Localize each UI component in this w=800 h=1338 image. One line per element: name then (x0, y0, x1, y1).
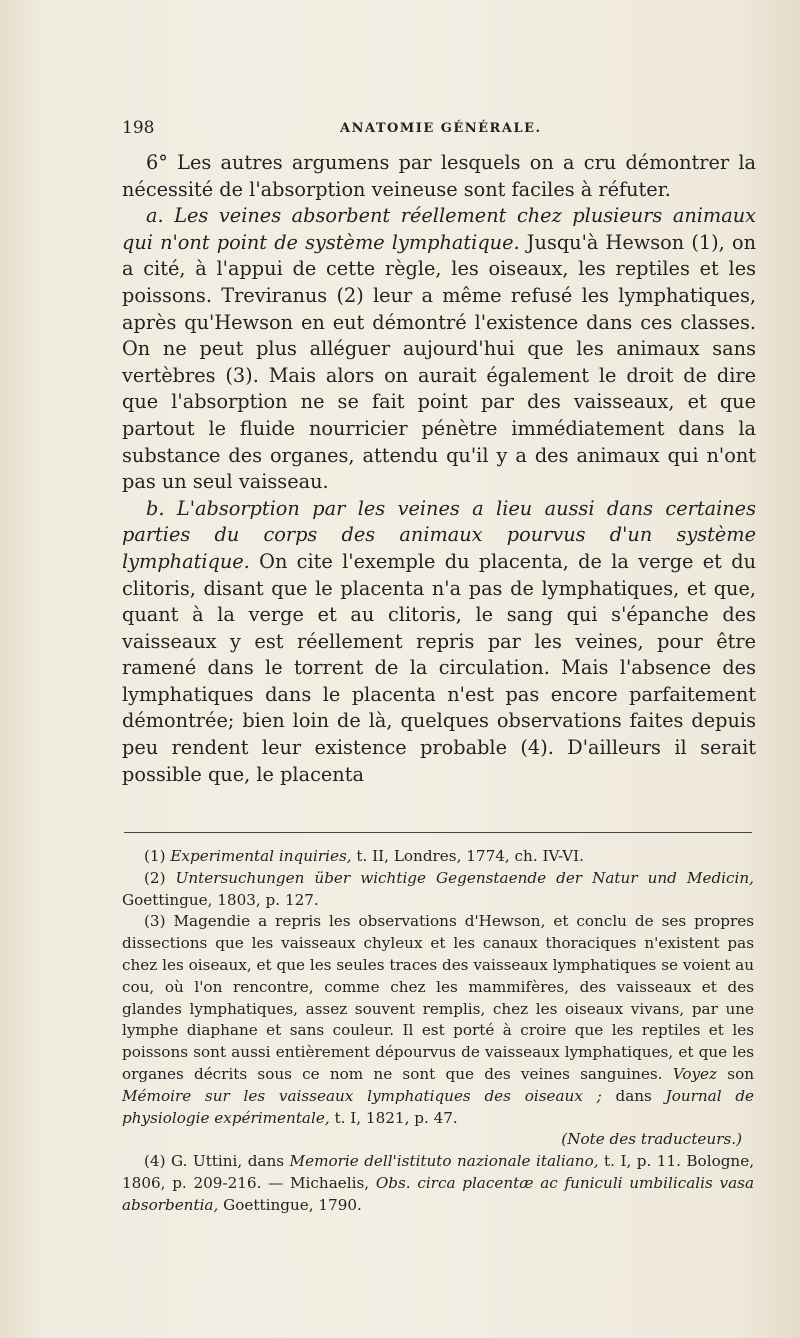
footnote-4-text: G. Uttini, dans (171, 1152, 285, 1171)
footnote-1-title: Experimental inquiries, (170, 847, 352, 865)
footnote-2 (122, 868, 754, 912)
footnote-4-obs-title: Obs. circa placentæ ac funiculi umbilicalis vasa absorbentia, (122, 1173, 754, 1214)
footnote-3-signature-line (122, 1129, 754, 1151)
paragraph-b-label: b. (146, 496, 165, 520)
footnote-4 (122, 1151, 754, 1216)
paragraph-a-heading: Les veines absorbent réellement chez plusieurs animaux qui n'ont point de système lymphatique. (122, 204, 756, 254)
main-text (122, 150, 756, 788)
paragraph-intro-text: 6° Les autres argumens par lesquels on a cru démontrer la nécessité de l'absorption veineuse sont faciles à réfuter. (122, 151, 756, 201)
footnote-4-number: (4) (144, 1152, 166, 1171)
paragraph-b (122, 496, 756, 789)
footnote-3-dans: dans (615, 1086, 652, 1105)
footnote-separator (124, 832, 752, 833)
paragraph-b-text: On cite l'exemple du placenta, de la verge et du clitoris, disant que le placenta n'a pas de lymphatiques, et que, quant à la verge et au clitoris, le sang qui s'épanche des vaisseaux y est réellement repris par les veines, pour être ramené dans le torrent de la circulation. Mais l'absence des lymphatiques dans le placenta n'est pas encore parfaitement démontrée; bien loin de là, quelques observations faites depuis peu rendent leur existence probable (4). D'ailleurs il serait possible que, le placenta (122, 549, 756, 786)
footnote-4-memorie-title: Memorie dell'istituto nazionale italiano, (289, 1152, 599, 1171)
page-header (122, 118, 754, 146)
paragraph-a-label: a. (146, 204, 164, 228)
footnote-3 (122, 911, 754, 1129)
footnote-3-memoire-title: Mémoire sur les vaisseaux lymphatiques des oiseaux ; (122, 1086, 602, 1105)
footnote-1-number: (1) (144, 847, 166, 865)
paragraph-a (122, 203, 756, 496)
footnote-2-text: Goettingue, 1803, p. 127. (122, 890, 319, 909)
footnote-2-title: Untersuchungen über wichtige Gegenstaende der Natur und Medicin, (175, 868, 754, 887)
footnote-2-number: (2) (144, 868, 166, 887)
paragraph-b-heading: L'absorption par les veines a lieu aussi dans certaines parties du corps des animaux pourvus d'un système lymphatique. (122, 496, 756, 573)
footnote-3-signature: (Note des traducteurs.) (561, 1130, 742, 1149)
running-title: ANATOMIE GÉNÉRALE. (340, 121, 542, 136)
footnote-4-citation: t. I, p. 11. Bologne, 1806, p. 209-216. — Michaelis, (122, 1152, 755, 1192)
footnote-3-number: (3) (144, 912, 166, 931)
footnote-3-voyez: Voyez (672, 1064, 718, 1083)
paragraph-a-text: Jusqu'à Hewson (1), on a cité, à l'appui de cette règle, les oiseaux, les reptiles et les poissons. Treviranus (2) leur a même refusé les lymphatiques, après qu'Hewson en eut démontré l'existence dans ces classes. On ne peut plus alléguer aujourd'hui que les animaux sans vertèbres (3). Mais alors on aurait également le droit de dire que l'absorption ne se fait point par des vaisseaux, et que partout le fluide nourricier pénètre immédiatement dans la substance des organes, attendu qu'il y a des animaux qui n'ont pas un seul vaisseau. (122, 230, 756, 494)
footnote-1 (122, 846, 754, 868)
page-number: 198 (122, 118, 155, 138)
footnote-3-citation: t. I, 1821, p. 47. (334, 1108, 458, 1127)
footnotes (122, 846, 754, 1217)
footnote-1-text: t. II, Londres, 1774, ch. IV-VI. (356, 847, 584, 865)
footnote-3-son: son (727, 1064, 755, 1083)
footnote-3-text: Magendie a repris les observations d'Hewson, et conclu de ses propres dissections que les vaisseaux chyleux et les canaux thoraciques n'existent pas chez les oiseaux, et que les seules traces des vaisseaux lymphatiques se voient au cou, où l'on rencontre, comme chez les mammifères, des vaisseaux et des glandes lymphatiques, assez souvent remplis, chez les oiseaux vivans, par une lymphe diaphane et sans couleur. Il est porté à croire que les reptiles et les poissons sont aussi entièrement dépourvus de vaisseaux lymphatiques, et que les organes décrits sous ce nom ne sont que des veines sanguines. (122, 912, 755, 1083)
footnote-3-journal-title: Journal de physiologie expérimentale, (122, 1086, 755, 1127)
footnote-4-end: Goettingue, 1790. (223, 1195, 362, 1214)
paragraph-intro (122, 150, 756, 203)
